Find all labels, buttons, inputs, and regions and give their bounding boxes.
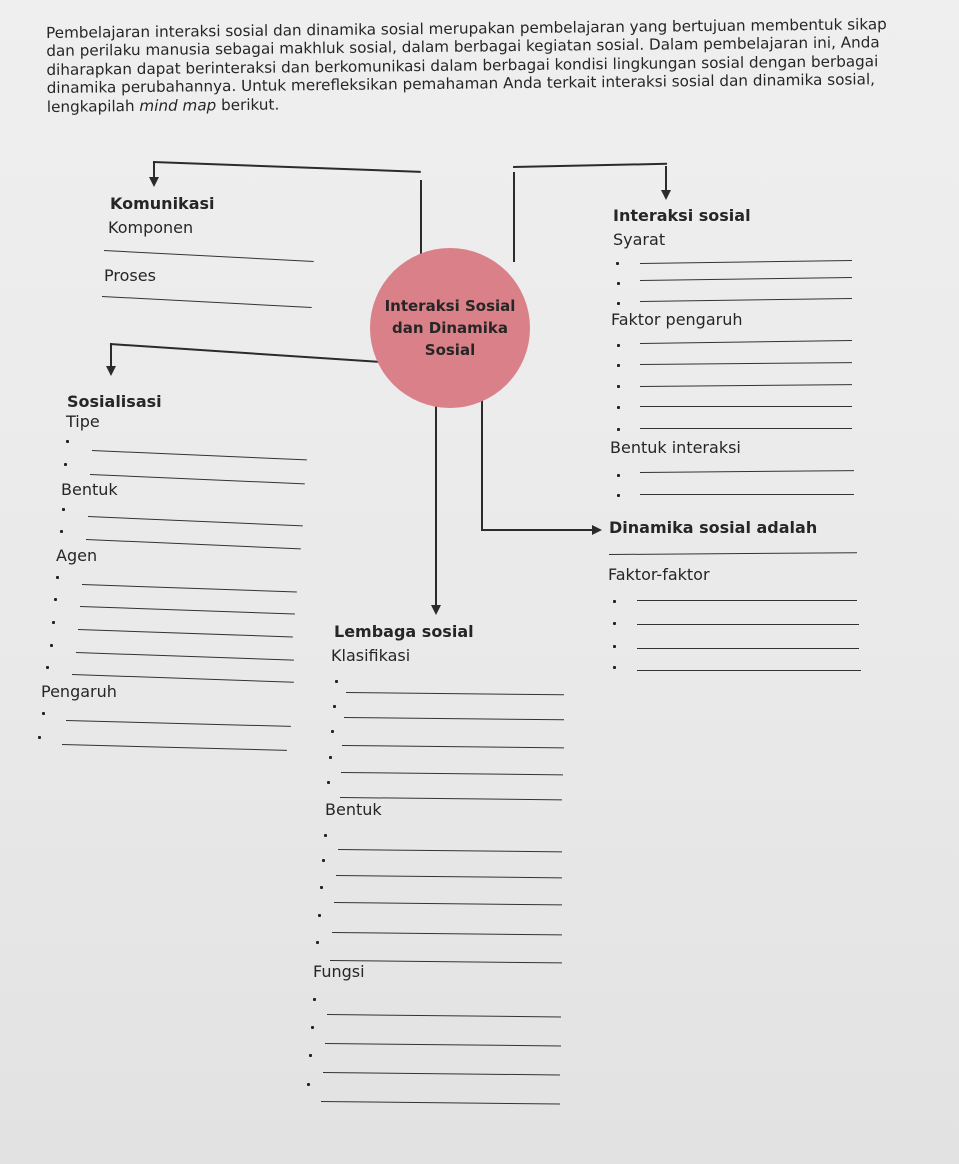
bullet: [316, 941, 319, 944]
komunikasi-komponen-label: Komponen: [108, 218, 194, 237]
bullet: [617, 282, 620, 285]
lembaga-klasifikasi-blank-1[interactable]: [346, 692, 564, 695]
interaksi-bentuk-blank-2[interactable]: [640, 494, 854, 495]
sosialisasi-bentuk-label: Bentuk: [61, 480, 118, 499]
intro-paragraph: [46, 15, 917, 116]
dinamika-title: Dinamika sosial adalah: [609, 518, 818, 537]
bullet: [613, 600, 616, 603]
intro-text: Pembelajaran interaksi sosial dan dinamika sosial merupakan pembelajaran yang bertujuan membentuk sikap dan perilaku manusia sebagai makhluk sosial, dalam berbagai kegiatan sosial. Dalam pembelajaran ini, Anda diharapkan dapat berinteraksi dan berkomunikasi dalam berbagai kondisi lingkungan sosial dengan berbagai dinamika perubahannya. Untuk merefleksikan pemahaman Anda terkait interaksi sosial dan dinamika sosial, lengkapilah: [46, 15, 887, 116]
connector-sosialisasi-h: [110, 343, 382, 363]
lembaga-title: Lembaga sosial: [334, 622, 474, 641]
lembaga-bentuk-blank-2[interactable]: [336, 875, 562, 878]
connector-komunikasi-h: [153, 161, 421, 173]
connector-interaksi-h: [513, 163, 667, 168]
dinamika-faktor-blank-4[interactable]: [637, 670, 861, 671]
sosialisasi-agen-label: Agen: [56, 546, 98, 565]
connector-komunikasi-v: [420, 180, 422, 260]
dinamika-faktor-blank-2[interactable]: [637, 624, 859, 625]
interaksi-syarat-blank-3[interactable]: [640, 298, 852, 302]
dinamika-definition-blank[interactable]: [609, 552, 857, 555]
interaksi-syarat-blank-1[interactable]: [640, 260, 852, 264]
bullet: [50, 644, 53, 647]
bullet: [617, 494, 620, 497]
arrow-interaksi: [661, 190, 671, 200]
bullet: [613, 666, 616, 669]
dinamika-faktor-label: Faktor-faktor: [608, 565, 710, 584]
sosialisasi-agen-blank-2[interactable]: [80, 606, 295, 615]
bullet: [335, 680, 338, 683]
lembaga-bentuk-label: Bentuk: [325, 800, 382, 819]
komunikasi-title: Komunikasi: [110, 194, 215, 213]
connector-sosialisasi-drop: [110, 343, 112, 368]
bullet: [617, 302, 620, 305]
sosialisasi-agen-blank-1[interactable]: [82, 584, 297, 593]
interaksi-faktor-blank-1[interactable]: [640, 340, 852, 344]
center-topic-circle: [370, 248, 530, 408]
intro-italic: mind map: [139, 95, 217, 115]
interaksi-faktor-blank-5[interactable]: [640, 428, 852, 429]
connector-dinamika-v: [481, 400, 483, 530]
connector-interaksi-v: [513, 172, 515, 262]
interaksi-faktor-label: Faktor pengaruh: [611, 310, 743, 329]
arrow-lembaga: [431, 605, 441, 615]
bullet: [42, 712, 45, 715]
bullet: [617, 385, 620, 388]
interaksi-faktor-blank-2[interactable]: [640, 362, 852, 365]
bullet: [613, 645, 616, 648]
lembaga-fungsi-blank-2[interactable]: [325, 1043, 561, 1046]
bullet: [322, 859, 325, 862]
sosialisasi-bentuk-blank-1[interactable]: [88, 516, 303, 526]
arrow-sosialisasi: [106, 366, 116, 376]
bullet: [617, 364, 620, 367]
sosialisasi-bentuk-blank-2[interactable]: [86, 539, 301, 549]
interaksi-title: Interaksi sosial: [613, 206, 751, 225]
sosialisasi-title: Sosialisasi: [67, 392, 162, 411]
connector-dinamika-h: [481, 529, 593, 531]
sosialisasi-agen-blank-4[interactable]: [76, 652, 294, 661]
lembaga-fungsi-blank-4[interactable]: [321, 1101, 560, 1105]
bullet: [616, 262, 619, 265]
center-line-3: Sosial: [424, 341, 476, 359]
sosialisasi-pengaruh-blank-2[interactable]: [62, 744, 287, 751]
bullet: [329, 756, 332, 759]
lembaga-fungsi-blank-1[interactable]: [327, 1014, 561, 1017]
lembaga-bentuk-blank-4[interactable]: [332, 932, 562, 935]
sosialisasi-tipe-blank-1[interactable]: [92, 450, 307, 460]
bullet: [62, 508, 65, 511]
komunikasi-komponen-blank[interactable]: [104, 250, 314, 262]
lembaga-klasifikasi-blank-3[interactable]: [342, 745, 564, 748]
lembaga-fungsi-label: Fungsi: [313, 962, 365, 981]
dinamika-faktor-blank-1[interactable]: [637, 600, 857, 601]
bullet: [331, 730, 334, 733]
lembaga-bentuk-blank-5[interactable]: [330, 960, 562, 963]
bullet: [617, 474, 620, 477]
interaksi-faktor-blank-3[interactable]: [640, 384, 852, 387]
bullet: [617, 406, 620, 409]
sosialisasi-pengaruh-blank-1[interactable]: [66, 720, 291, 727]
interaksi-syarat-blank-2[interactable]: [640, 277, 852, 281]
interaksi-bentuk-blank-1[interactable]: [640, 470, 854, 473]
bullet: [333, 705, 336, 708]
lembaga-bentuk-blank-3[interactable]: [334, 902, 562, 905]
lembaga-fungsi-blank-3[interactable]: [323, 1072, 560, 1075]
bullet: [320, 886, 323, 889]
bullet: [327, 781, 330, 784]
bullet: [60, 530, 63, 533]
bullet: [613, 622, 616, 625]
bullet: [54, 598, 57, 601]
bullet: [56, 576, 59, 579]
komunikasi-proses-label: Proses: [104, 266, 156, 285]
lembaga-klasifikasi-blank-2[interactable]: [344, 717, 564, 720]
arrow-komunikasi: [149, 177, 159, 187]
bullet: [38, 736, 41, 739]
lembaga-klasifikasi-label: Klasifikasi: [331, 646, 411, 665]
bullet: [318, 914, 321, 917]
dinamika-faktor-blank-3[interactable]: [637, 648, 859, 649]
interaksi-bentuk-label: Bentuk interaksi: [610, 438, 741, 457]
bullet: [64, 463, 67, 466]
center-line-2: dan Dinamika: [391, 319, 509, 337]
intro-suffix: berikut.: [216, 95, 280, 114]
interaksi-faktor-blank-4[interactable]: [640, 406, 852, 407]
bullet: [324, 834, 327, 837]
center-line-1: Interaksi Sosial: [384, 297, 516, 315]
bullet: [617, 344, 620, 347]
bullet: [309, 1054, 312, 1057]
bullet: [66, 440, 69, 443]
sosialisasi-pengaruh-label: Pengaruh: [41, 682, 117, 701]
lembaga-klasifikasi-blank-4[interactable]: [341, 772, 563, 775]
bullet: [307, 1083, 310, 1086]
sosialisasi-tipe-blank-2[interactable]: [90, 474, 305, 484]
bullet: [46, 666, 49, 669]
bullet: [311, 1026, 314, 1029]
interaksi-syarat-label: Syarat: [613, 230, 666, 249]
bullet: [617, 428, 620, 431]
bullet: [52, 621, 55, 624]
komunikasi-proses-blank[interactable]: [102, 296, 312, 308]
bullet: [313, 998, 316, 1001]
sosialisasi-agen-blank-3[interactable]: [78, 629, 293, 638]
lembaga-bentuk-blank-1[interactable]: [338, 849, 562, 852]
connector-interaksi-drop: [665, 166, 667, 192]
connector-lembaga-v: [435, 400, 437, 605]
sosialisasi-tipe-label: Tipe: [66, 412, 100, 431]
arrow-dinamika: [592, 525, 602, 535]
